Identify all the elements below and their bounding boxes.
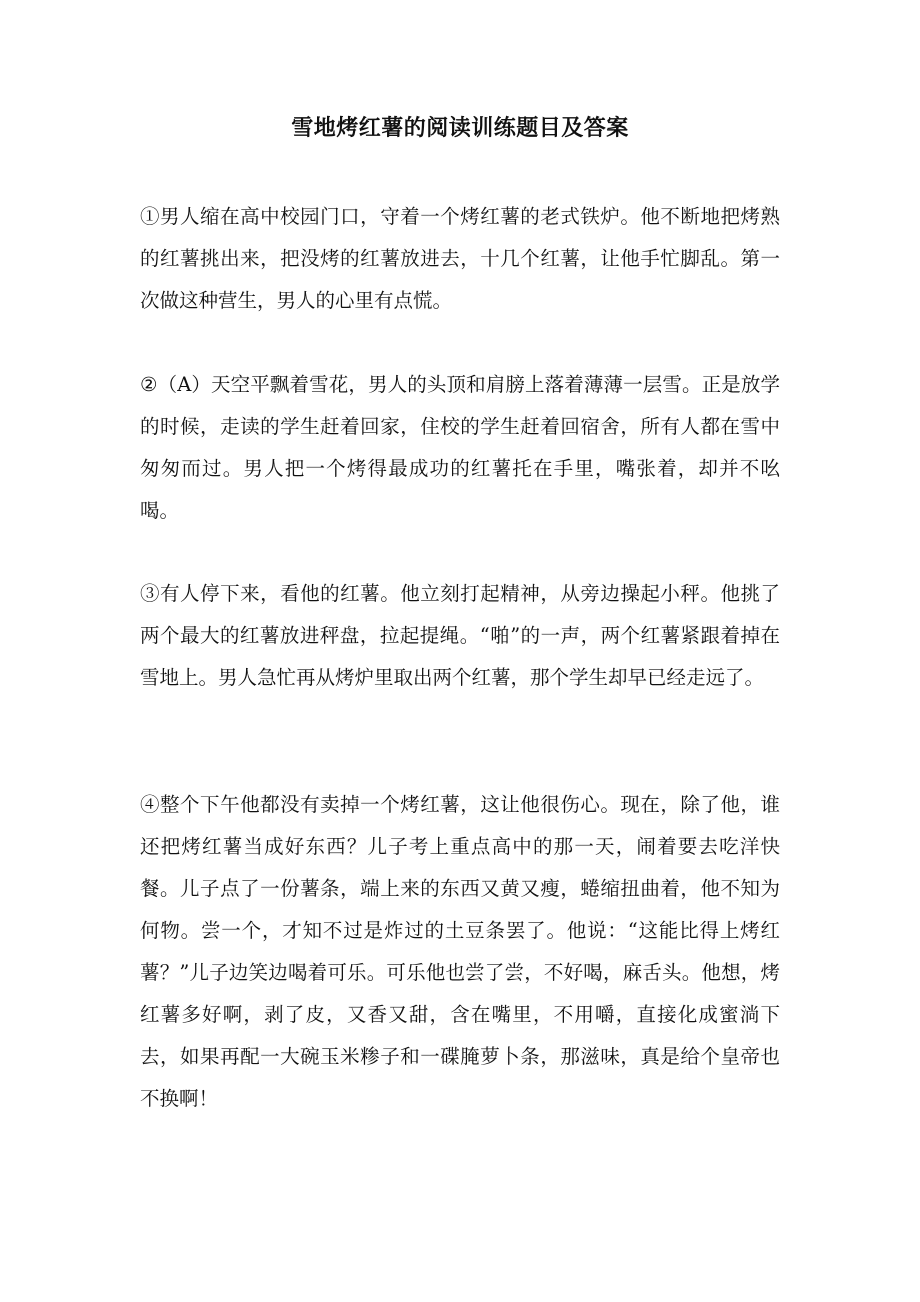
paragraph-3: ③有人停下来，看他的红薯。他立刻打起精神，从旁边操起小秤。他挑了两个最大的红薯放进秤盘，拉起提绳。“啪”的一声，两个红薯紧跟着掉在雪地上。男人急忙再从烤炉里取出两个红薯，那个学生却早已经走远了。 <box>140 582 780 689</box>
paragraph-4: ④整个下午他都没有卖掉一个烤红薯，这让他很伤心。现在，除了他，谁还把烤红薯当成好东西？儿子考上重点高中的那一天，闹着要去吃洋快餐。儿子点了一份薯条，端上来的东西又黄又瘦，蜷缩扭曲着，他不知为何物。尝一个，才知不过是炸过的土豆条罢了。他说：“这能比得上烤红薯？”儿子边笑边喝着可乐。可乐他也尝了尝，不好喝，麻舌头。他想，烤红薯多好啊，剥了皮，又香又甜，含在嘴里，不用嚼，直接化成蜜淌下去，如果再配一大碗玉米糁子和一碟腌萝卜条，那滋味，真是给个皇帝也不换啊！ <box>140 793 780 1110</box>
paragraph-2: ②（A）天空平飘着雪花，男人的头顶和肩膀上落着薄薄一层雪。正是放学的时候，走读的学生赶着回家，住校的学生赶着回宿舍，所有人都在雪中匆匆而过。男人把一个烤得最成功的红薯托在手里，嘴张着，却并不吆喝。 <box>140 373 780 522</box>
document-title: 雪地烤红薯的阅读训练题目及答案 <box>291 115 629 141</box>
paragraph-1: ①男人缩在高中校园门口，守着一个烤红薯的老式铁炉。他不断地把烤熟的红薯挑出来，把没烤的红薯放进去，十几个红薯，让他手忙脚乱。第一次做这种营生，男人的心里有点慌。 <box>140 205 780 312</box>
